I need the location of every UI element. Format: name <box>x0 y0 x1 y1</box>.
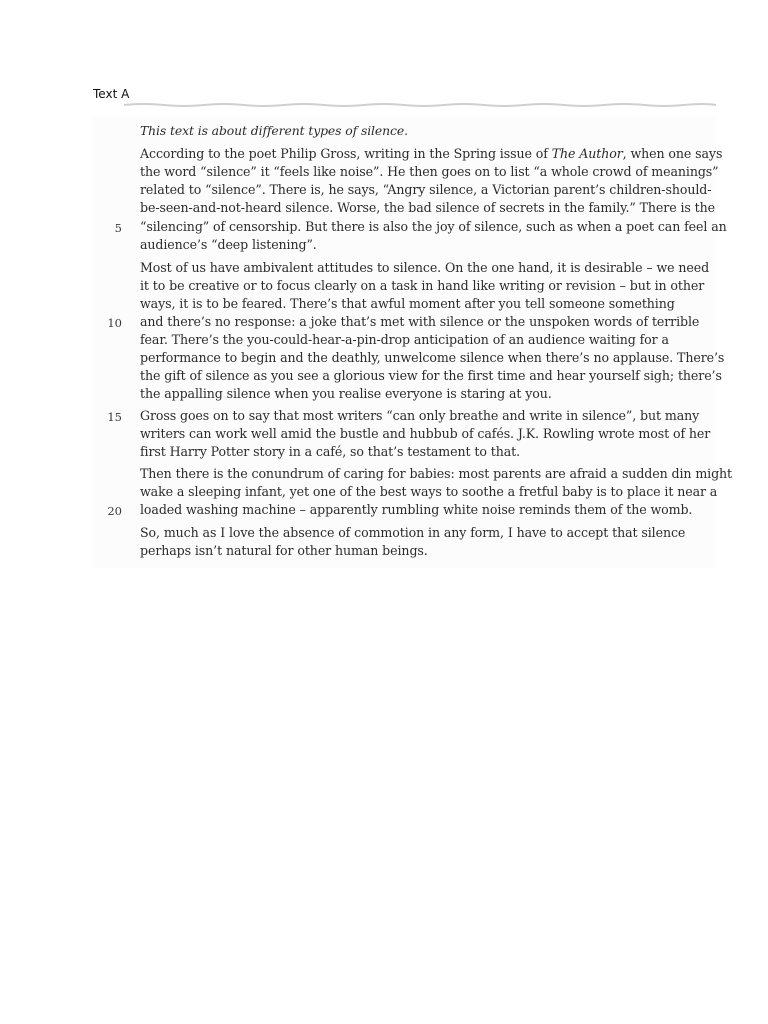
torn-page-edge <box>124 103 716 107</box>
passage-intro: This text is about different types of silence. <box>140 123 408 138</box>
passage-line: fear. There’s the you-could-hear-a-pin-drop anticipation of an audience waiting for a <box>140 332 669 347</box>
line-number: 15 <box>107 410 122 424</box>
passage-line: the word “silence” it “feels like noise”. He then goes on to list “a whole crowd of meanings” <box>140 164 719 179</box>
passage-line: first Harry Potter story in a café, so that’s testament to that. <box>140 444 520 459</box>
passage-line: performance to begin and the deathly, unwelcome silence when there’s no applause. There’s <box>140 350 725 365</box>
passage-line: wake a sleeping infant, yet one of the best ways to soothe a fretful baby is to place it near a <box>140 484 718 499</box>
passage-line: writers can work well amid the bustle and hubbub of cafés. J.K. Rowling wrote most of her <box>140 426 711 441</box>
passage-line: related to “silence”. There is, he says, “Angry silence, a Victorian parent’s children-should- <box>140 182 712 197</box>
passage-line: the appalling silence when you realise everyone is staring at you. <box>140 386 552 401</box>
passage-line: and there’s no response: a joke that’s met with silence or the unspoken words of terrible <box>140 314 700 329</box>
passage-line: “silencing” of censorship. But there is also the joy of silence, such as when a poet can feel an <box>140 219 727 234</box>
passage-line: So, much as I love the absence of commotion in any form, I have to accept that silence <box>140 525 686 540</box>
passage-line: the gift of silence as you see a glorious view for the first time and hear yourself sigh; there’s <box>140 368 722 383</box>
line-number: 5 <box>114 221 122 235</box>
passage-line: Most of us have ambivalent attitudes to silence. On the one hand, it is desirable – we need <box>140 260 710 275</box>
line-number: 10 <box>107 316 122 330</box>
passage-line: audience’s “deep listening”. <box>140 237 317 252</box>
passage-line: it to be creative or to focus clearly on a task in hand like writing or revision – but in other <box>140 278 705 293</box>
passage-line: perhaps isn’t natural for other human beings. <box>140 543 428 558</box>
line-number: 20 <box>107 504 122 518</box>
passage-line: Gross goes on to say that most writers “can only breathe and write in silence”, but many <box>140 408 700 423</box>
passage-line <box>140 146 723 162</box>
passage-line: be-seen-and-not-heard silence. Worse, the bad silence of secrets in the family.” There is the <box>140 200 715 215</box>
passage-line: loaded washing machine – apparently rumbling white noise reminds them of the womb. <box>140 502 693 517</box>
document-heading: Text A <box>93 87 130 101</box>
publication-title: The Author <box>551 146 623 161</box>
passage-line-text: According to the poet Philip Gross, writing in the Spring issue of The Author, when one says <box>140 146 723 161</box>
passage-line: Then there is the conundrum of caring for babies: most parents are afraid a sudden din might <box>140 466 733 481</box>
passage-line: ways, it is to be feared. There’s that awful moment after you tell someone something <box>140 296 675 311</box>
